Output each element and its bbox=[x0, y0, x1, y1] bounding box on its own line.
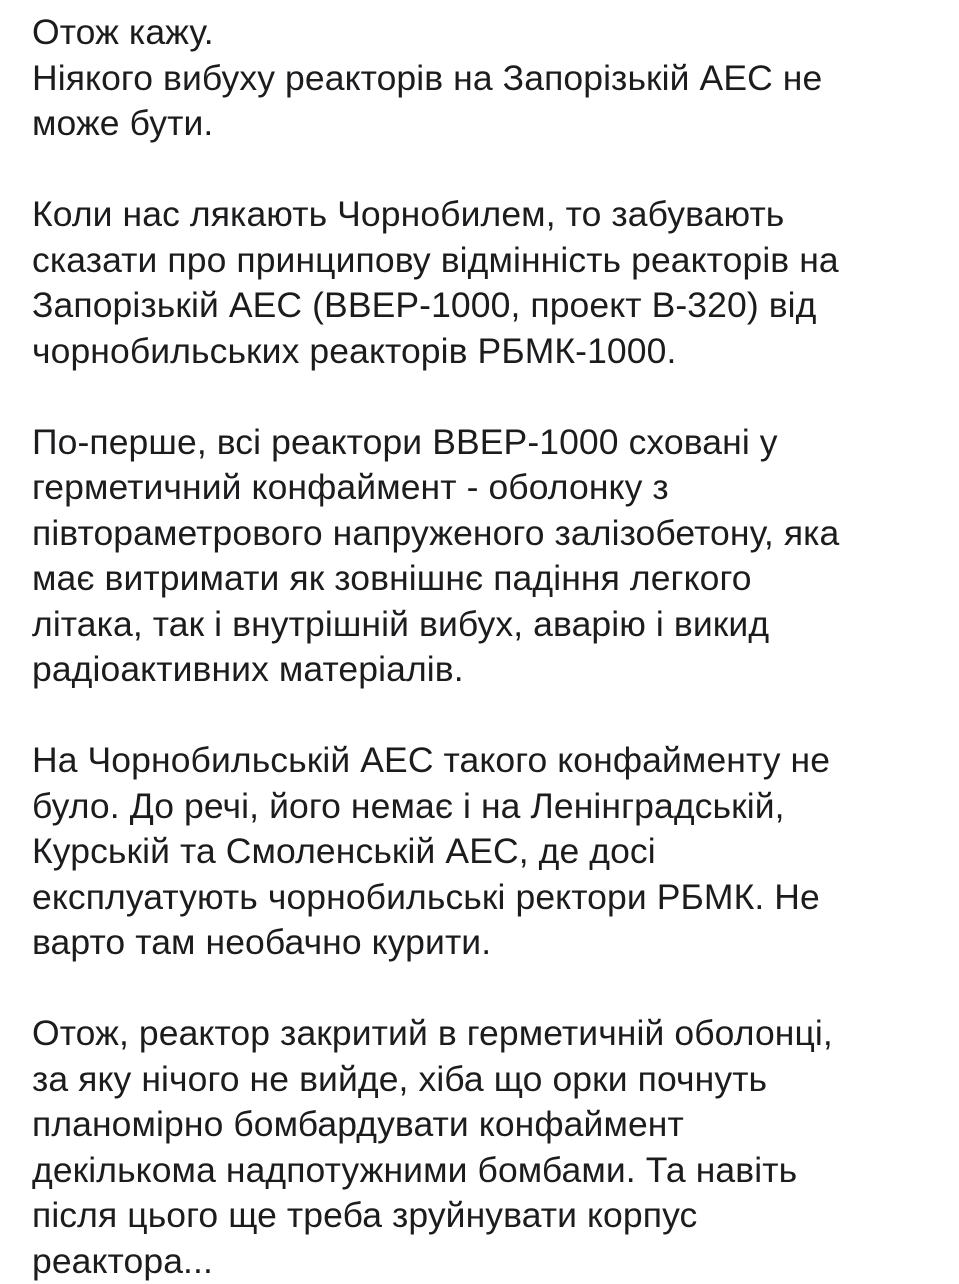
text-line: реактора... bbox=[32, 1239, 932, 1284]
text-line: Отож кажу. bbox=[32, 10, 932, 56]
text-line: було. До речі, його немає і на Ленінградській, bbox=[32, 784, 932, 830]
text-line: Курській та Смоленській АЕС, де досі bbox=[32, 829, 932, 875]
text-line: варто там необачно курити. bbox=[32, 920, 932, 966]
paragraph bbox=[32, 10, 932, 147]
post-text bbox=[32, 10, 932, 1284]
text-line: На Чорнобильській АЕС такого конфайменту не bbox=[32, 738, 932, 784]
text-line: декількома надпотужними бомбами. Та навіть bbox=[32, 1148, 932, 1194]
text-line: за яку нічого не вийде, хіба що орки почнуть bbox=[32, 1057, 932, 1103]
text-line: експлуатують чорнобильські ректори РБМК. Не bbox=[32, 875, 932, 921]
text-line: Ніякого вибуху реакторів на Запорізькій АЕС не bbox=[32, 56, 932, 102]
text-line: літака, так і внутрішній вибух, аварію і викид bbox=[32, 602, 932, 648]
text-line: герметичний конфаймент - оболонку з bbox=[32, 465, 932, 511]
text-line: сказати про принципову відмінність реакторів на bbox=[32, 238, 932, 284]
text-line: після цього ще треба зруйнувати корпус bbox=[32, 1193, 932, 1239]
text-line: може бути. bbox=[32, 101, 932, 147]
text-line: має витримати як зовнішнє падіння легкого bbox=[32, 556, 932, 602]
paragraph bbox=[32, 420, 932, 693]
text-line: Отож, реактор закритий в герметичній оболонці, bbox=[32, 1011, 932, 1057]
text-line: півтораметрового напруженого залізобетону, яка bbox=[32, 511, 932, 557]
text-line: По-перше, всі реактори ВВЕР-1000 сховані у bbox=[32, 420, 932, 466]
paragraph bbox=[32, 192, 932, 374]
text-line: радіоактивних матеріалів. bbox=[32, 647, 932, 693]
text-line: чорнобильських реакторів РБМК-1000. bbox=[32, 329, 932, 375]
text-line: планомірно бомбардувати конфаймент bbox=[32, 1102, 932, 1148]
text-line: Запорізькій АЕС (ВВЕР-1000, проект В-320) від bbox=[32, 283, 932, 329]
text-line: Коли нас лякають Чорнобилем, то забувають bbox=[32, 192, 932, 238]
paragraph bbox=[32, 1011, 932, 1284]
paragraph bbox=[32, 738, 932, 966]
